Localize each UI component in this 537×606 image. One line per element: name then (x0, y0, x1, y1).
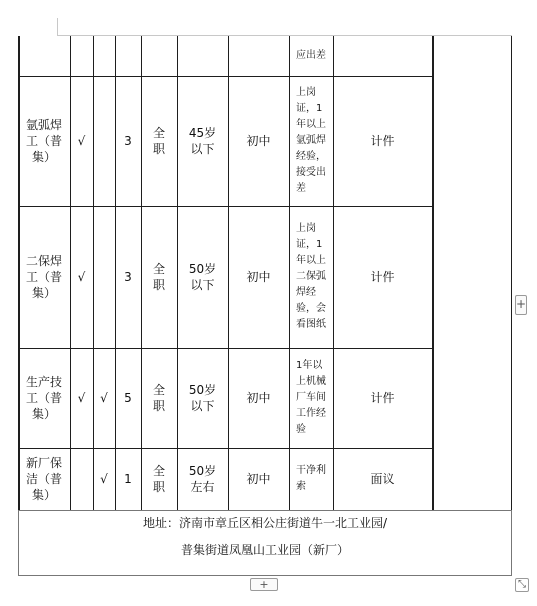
education-cell (228, 206, 289, 348)
age-range: 50岁以下 (188, 383, 217, 413)
job-title: 生产技工（普集） (25, 375, 62, 421)
requirements-cell (289, 206, 333, 348)
education-cell (228, 76, 289, 206)
education-cell (228, 348, 289, 448)
headcount: 1 (124, 472, 132, 486)
age-range-cell (177, 348, 228, 448)
education-cell (228, 36, 289, 76)
job-title: 新厂保洁（普集） (25, 456, 62, 502)
requirements: 应出差 (296, 50, 326, 61)
requirements-cell (289, 36, 333, 76)
employment-type-cell (141, 348, 177, 448)
age-range-cell (177, 206, 228, 348)
headcount-cell (115, 448, 141, 510)
employment-type: 全职 (152, 464, 165, 494)
check-a-cell (70, 206, 93, 348)
job-title-cell (18, 76, 70, 206)
headcount: 3 (124, 134, 132, 148)
row-rule (18, 76, 432, 78)
age-range: 45岁以下 (188, 126, 217, 156)
page-edge-rule (511, 36, 512, 510)
check-b: √ (100, 391, 108, 405)
column-rule (141, 36, 143, 510)
employment-type-cell (141, 448, 177, 510)
address-line-1: 地址：济南市章丘区相公庄街道牛一北工业园/ (142, 516, 388, 530)
check-a-cell (70, 36, 93, 76)
check-b-cell (93, 206, 115, 348)
job-title: 二保焊工（普集） (25, 254, 62, 300)
employment-type: 全职 (152, 383, 165, 413)
employment-type: 全职 (152, 126, 165, 156)
employment-type-cell (141, 36, 177, 76)
headcount-cell (115, 206, 141, 348)
salary-cell (333, 76, 432, 206)
education-cell (228, 448, 289, 510)
row-rule (18, 448, 432, 450)
job-title-cell (18, 448, 70, 510)
employment-type-cell (141, 206, 177, 348)
job-title-cell (18, 36, 70, 76)
row-rule (18, 206, 432, 208)
check-a-cell (70, 448, 93, 510)
column-rule (177, 36, 179, 510)
age-range: 50岁以下 (188, 262, 217, 292)
headcount-cell (115, 36, 141, 76)
salary-cell (333, 448, 432, 510)
age-range: 50岁左右 (188, 464, 217, 494)
education: 初中 (246, 472, 271, 486)
salary: 面议 (370, 472, 395, 486)
check-b: √ (100, 472, 108, 486)
check-a-cell (70, 76, 93, 206)
requirements-cell (289, 76, 333, 206)
check-b-cell (93, 348, 115, 448)
employment-type: 全职 (152, 262, 165, 292)
education: 初中 (246, 134, 271, 148)
salary-cell (333, 36, 432, 76)
requirements: 干净利索 (296, 465, 326, 492)
education: 初中 (246, 270, 271, 284)
requirements: 上岗证，1年以上二保弧焊经验，会看图纸 (296, 223, 326, 330)
column-rule (333, 36, 335, 510)
salary-cell (333, 348, 432, 448)
age-range-cell (177, 448, 228, 510)
job-title-cell (18, 348, 70, 448)
salary: 计件 (370, 391, 395, 405)
requirements-cell (289, 348, 333, 448)
requirements: 上岗证，1年以上氩弧焊经验，接受出差 (296, 87, 326, 194)
add-column-handle[interactable]: + (515, 295, 527, 315)
check-a: √ (77, 391, 86, 405)
check-a: √ (77, 270, 86, 284)
check-b-cell (93, 36, 115, 76)
row-rule (18, 348, 432, 350)
age-range-cell (177, 76, 228, 206)
headcount-cell (115, 76, 141, 206)
address-line-2: 普集街道凤凰山工业园（新厂） (180, 543, 349, 557)
job-title-cell (18, 206, 70, 348)
column-rule (432, 36, 434, 510)
column-rule (115, 36, 117, 510)
headcount-cell (115, 348, 141, 448)
check-b-cell (93, 76, 115, 206)
column-rule (228, 36, 230, 510)
requirements-cell (289, 448, 333, 510)
check-a-cell (70, 348, 93, 448)
column-rule (93, 36, 95, 510)
check-a: √ (77, 134, 86, 148)
headcount: 3 (124, 270, 132, 284)
check-b-cell (93, 448, 115, 510)
requirements: 1年以上机械厂车间工作经验 (296, 360, 326, 435)
column-rule (289, 36, 291, 510)
employment-type-cell (141, 76, 177, 206)
salary: 计件 (370, 270, 395, 284)
salary: 计件 (370, 134, 395, 148)
margin-guide (57, 18, 58, 36)
age-range-cell (177, 36, 228, 76)
add-row-handle[interactable]: + (250, 578, 278, 591)
job-title: 氩弧焊工（普集） (25, 118, 62, 164)
education: 初中 (246, 391, 271, 405)
column-rule (18, 36, 20, 510)
headcount: 5 (124, 391, 132, 405)
salary-cell (333, 206, 432, 348)
table-resize-handle[interactable]: ⤡ (515, 578, 529, 592)
column-rule (70, 36, 72, 510)
